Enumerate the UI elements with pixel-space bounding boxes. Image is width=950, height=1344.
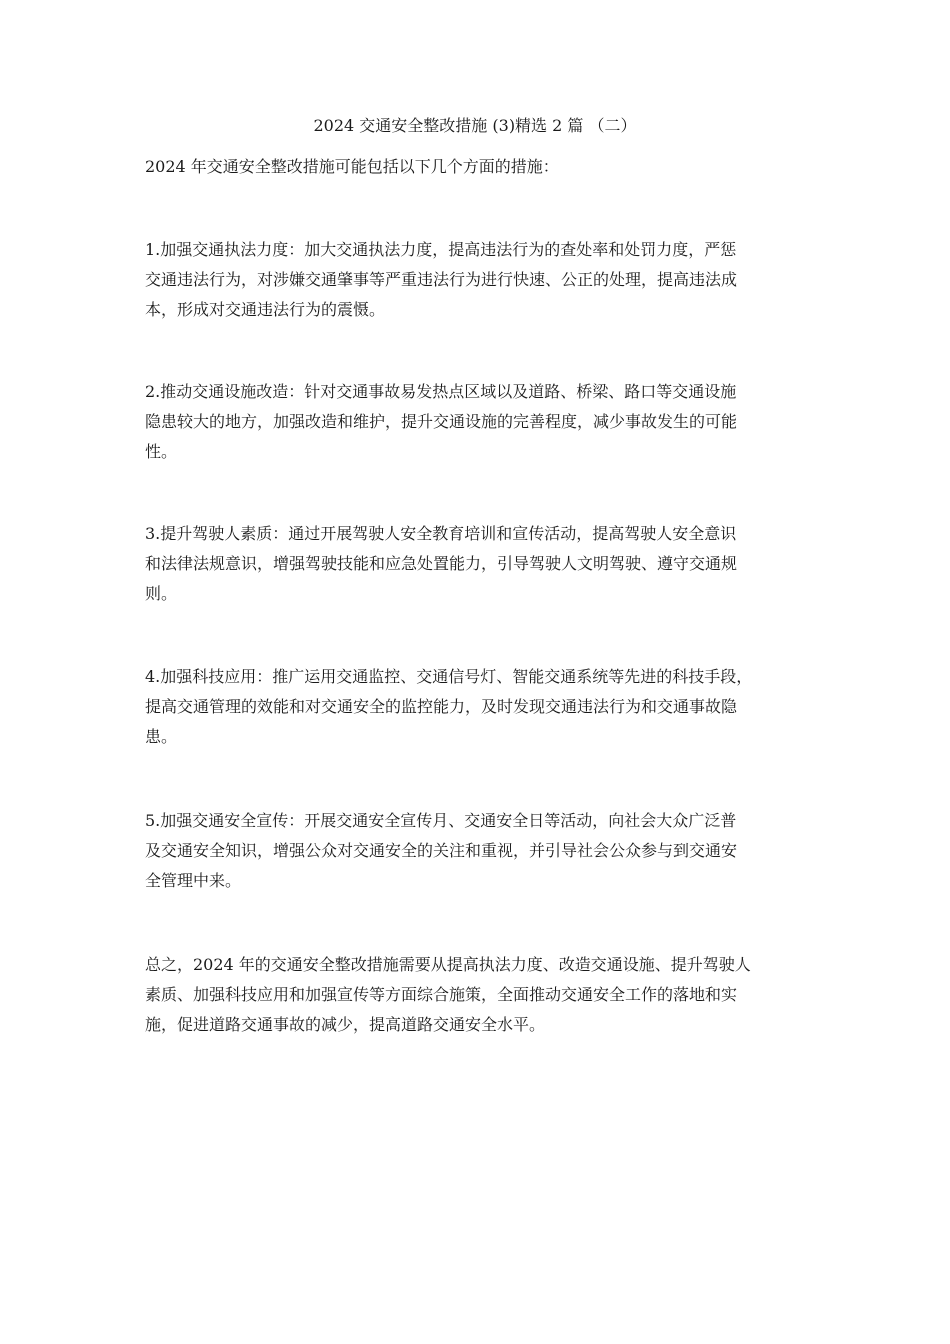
paragraph-facilities (145, 377, 835, 467)
paragraph-line: 1.加强交通执法力度：加大交通执法力度，提高违法行为的查处率和处罚力度，严惩 (145, 240, 737, 259)
paragraph-line: 交通违法行为，对涉嫌交通肇事等严重违法行为进行快速、公正的处理，提高违法成 (145, 270, 738, 289)
paragraph-line: 提高交通管理的效能和对交通安全的监控能力，及时发现交通违法行为和交通事故隐 (145, 697, 738, 716)
paragraph-line: 施，促进道路交通事故的减少，提高道路交通安全水平。 (145, 1015, 546, 1034)
intro-text: 2024 年交通安全整改措施可能包括以下几个方面的措施： (145, 157, 559, 176)
paragraph-summary (145, 950, 835, 1040)
paragraph-technology (145, 662, 835, 752)
paragraph-line: 总之，2024 年的交通安全整改措施需要从提高执法力度、改造交通设施、提升驾驶人 (145, 955, 751, 974)
paragraph-line: 4.加强科技应用：推广运用交通监控、交通信号灯、智能交通系统等先进的科技手段， (145, 667, 753, 686)
paragraph-line: 患。 (145, 727, 178, 746)
paragraph-line: 2.推动交通设施改造：针对交通事故易发热点区域以及道路、桥梁、路口等交通设施 (145, 382, 737, 401)
document-title: 2024 交通安全整改措施 (3)精选 2 篇 （二） (313, 116, 637, 135)
paragraph-line: 隐患较大的地方，加强改造和维护，提升交通设施的完善程度，减少事故发生的可能 (145, 412, 738, 431)
paragraph-line: 则。 (145, 584, 178, 603)
paragraph-line: 3.提升驾驶人素质：通过开展驾驶人安全教育培训和宣传活动，提高驾驶人安全意识 (145, 524, 737, 543)
paragraph-enforcement (145, 235, 835, 325)
paragraph-line: 本，形成对交通违法行为的震慑。 (145, 300, 386, 319)
paragraph-line: 全管理中来。 (145, 871, 242, 890)
paragraph-line: 及交通安全知识，增强公众对交通安全的关注和重视，并引导社会公众参与到交通安 (145, 841, 738, 860)
paragraph-line: 5.加强交通安全宣传：开展交通安全宣传月、交通安全日等活动，向社会大众广泛普 (145, 811, 737, 830)
paragraph-line: 素质、加强科技应用和加强宣传等方面综合施策，全面推动交通安全工作的落地和实 (145, 985, 738, 1004)
paragraph-line: 性。 (145, 442, 178, 461)
paragraph-publicity (145, 806, 835, 896)
paragraph-line: 和法律法规意识，增强驾驶技能和应急处置能力，引导驾驶人文明驾驶、遵守交通规 (145, 554, 738, 573)
paragraph-drivers (145, 519, 835, 609)
